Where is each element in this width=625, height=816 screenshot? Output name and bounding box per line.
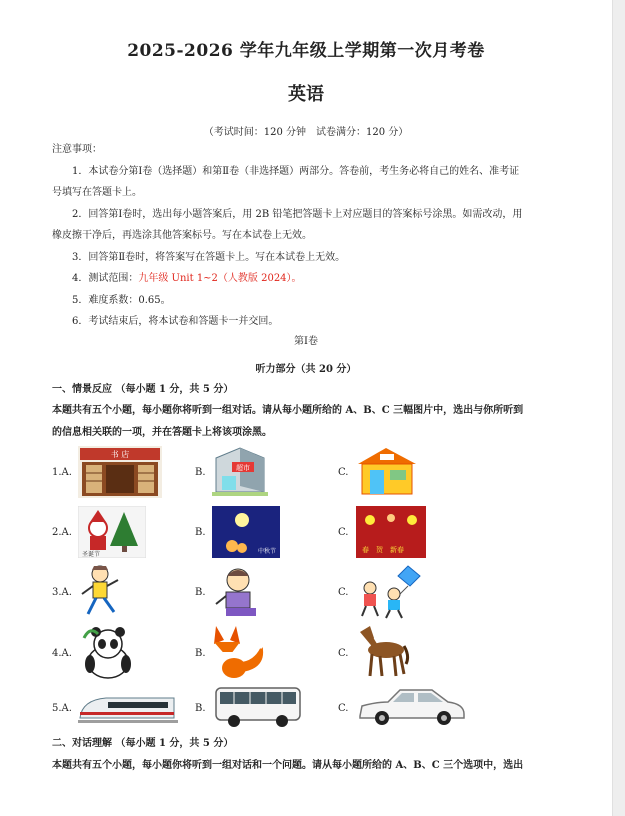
q2-label: 2.A.	[52, 527, 72, 538]
supermarket-sign: 超市	[236, 464, 250, 472]
note-3: 3．回答第Ⅱ卷时，将答案写在答题卡上。写在本试卷上无效。	[72, 252, 346, 263]
fox-icon	[212, 624, 272, 680]
note-2-line-2: 橡皮擦干净后，再选涂其他答案标号。写在本试卷上无效。	[52, 230, 312, 241]
note-2-line-1: 2．回答第Ⅰ卷时，选出每小题答案后，用 2B 铅笔把答题卡上对应题目的答案标号涂黑。如需改动，用	[72, 209, 523, 220]
bookstore-icon	[78, 446, 162, 498]
exam-title: 2025-2026 学年九年级上学期第一次月考卷	[127, 41, 485, 61]
note-6: 6．考试结束后，将本试卷和答题卡一并交回。	[72, 316, 279, 327]
q4-option-b-label: B.	[195, 648, 206, 659]
q4-option-c-label: C.	[338, 648, 349, 659]
q5-option-b-label: B.	[195, 703, 206, 714]
part-2-instruction-line-1: 本题共有五个小题，每小题你将听到一组对话和一个问题。请从每小题所给的 A、B、C 三个选项中，选出	[52, 760, 524, 771]
q2-option-b-label: B.	[195, 527, 206, 538]
part-1-instruction-line-1: 本题共有五个小题，每小题你将听到一组对话。请从每小题所给的 A、B、C 三幅图片中，选出与你所听到	[52, 405, 524, 416]
listening-heading: 听力部分（共 20 分）	[255, 364, 357, 375]
part-2-title: 二、对话理解 （每小题 1 分，共 5 分）	[52, 738, 234, 749]
q2-option-c-label: C.	[338, 527, 349, 538]
q1-option-b-label: B.	[195, 467, 206, 478]
q4-label: 4.A.	[52, 648, 72, 659]
q3-option-c-label: C.	[338, 587, 349, 598]
christmas-caption: 圣诞节	[82, 551, 101, 558]
q1-option-c-label: C.	[338, 467, 349, 478]
exam-meta: （考试时间：120 分钟 试卷满分：120 分）	[203, 127, 409, 138]
spring-festival-caption: 春 贺 新春	[362, 546, 404, 554]
shop-building-icon	[356, 446, 418, 496]
vertical-scrollbar[interactable]	[612, 0, 625, 816]
horse-icon	[356, 624, 410, 680]
bookstore-sign: 书 店	[110, 450, 130, 459]
notes-heading: 注意事项：	[52, 144, 102, 155]
q5-label: 5.A.	[52, 703, 72, 714]
spring-festival-icon	[356, 506, 426, 558]
q5-option-c-label: C.	[338, 703, 349, 714]
boy-running-icon	[78, 564, 122, 620]
q1-label: 1.A.	[52, 467, 72, 478]
boy-sitting-icon	[212, 564, 264, 620]
car-icon	[356, 686, 468, 728]
mid-autumn-caption: 中秋节	[258, 548, 277, 555]
panda-icon	[78, 624, 136, 680]
supermarket-icon	[212, 446, 268, 496]
note-5: 5．难度系数：0.65。	[72, 295, 171, 306]
mid-autumn-icon	[212, 506, 280, 558]
note-4-prefix: 4．测试范围：	[72, 273, 139, 284]
note-4-range: 九年级 Unit 1~2（人教版 2024）。	[138, 273, 302, 284]
q3-label: 3.A.	[52, 587, 72, 598]
high-speed-train-icon	[78, 690, 178, 726]
note-4	[72, 272, 302, 286]
exam-subject: 英语	[288, 84, 324, 105]
part-1-title: 一、情景反应 （每小题 1 分，共 5 分）	[52, 384, 234, 395]
bus-icon	[214, 686, 302, 728]
q3-option-b-label: B.	[195, 587, 206, 598]
volume-label: 第Ⅰ卷	[294, 336, 318, 347]
note-1-line-2: 号填写在答题卡上。	[52, 187, 142, 198]
kids-kite-icon	[356, 564, 424, 620]
part-1-instruction-line-2: 的信息相关联的一项，并在答题卡上将该项涂黑。	[52, 427, 272, 438]
note-1-line-1: 1．本试卷分第Ⅰ卷（选择题）和第Ⅱ卷（非选择题）两部分。答卷前，考生务必将自己的姓名、准考证	[72, 166, 520, 177]
christmas-icon	[78, 506, 146, 558]
